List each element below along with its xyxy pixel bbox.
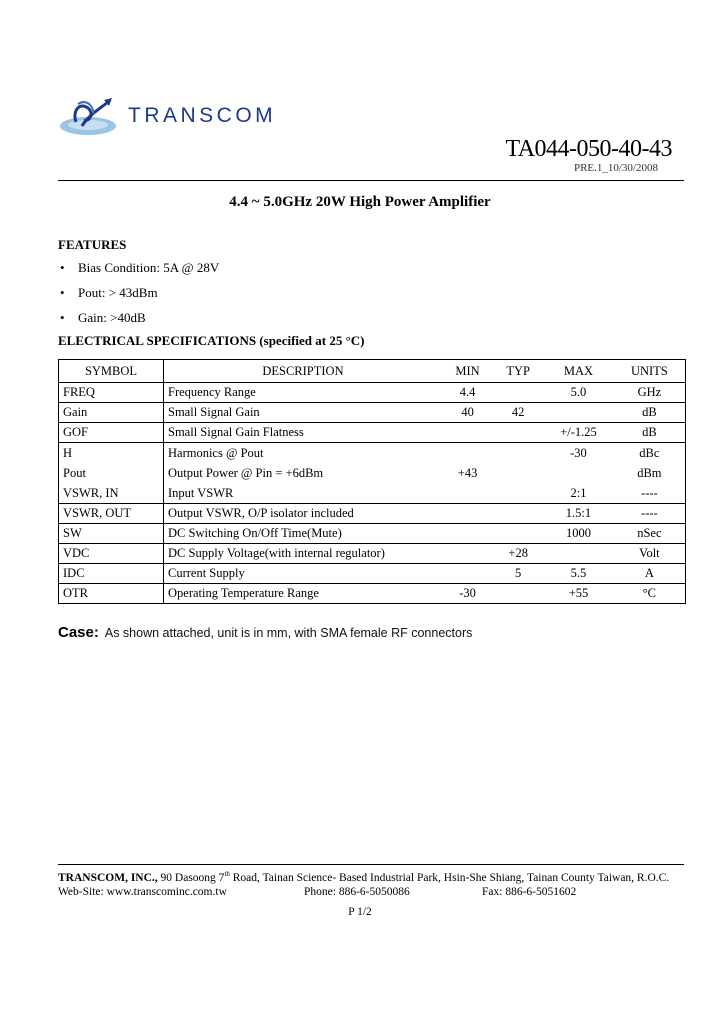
cell-typ [493, 584, 543, 604]
cell-min [442, 504, 493, 524]
table-row [59, 383, 686, 403]
feature-item: Bias Condition: 5A @ 28V [78, 260, 220, 275]
cell-typ: 5 [493, 564, 543, 584]
cell-units-group [614, 443, 686, 504]
table-row [59, 423, 686, 443]
cell-min: 40 [442, 403, 493, 423]
table-row [59, 564, 686, 584]
cell-units: dBm [637, 466, 662, 480]
cell-typ [497, 463, 539, 483]
footer-address-post: Road, Tainan Science- Based Industrial Park, Hsin-She Shiang, Tainan County Taiwan, R.O.C. [229, 871, 670, 884]
footer-address-sup: th [224, 870, 230, 878]
cell-min [446, 443, 489, 463]
cell-units: A [614, 564, 686, 584]
cell-description: DC Switching On/Off Time(Mute) [164, 524, 443, 544]
cell-description: Small Signal Gain Flatness [164, 423, 443, 443]
col-max: MAX [543, 360, 614, 383]
cell-max: 5.5 [543, 564, 614, 584]
cell-description: Frequency Range [164, 383, 443, 403]
cell-symbol: H [63, 446, 73, 460]
cell-min: +43 [457, 466, 478, 480]
cell-symbol: FREQ [59, 383, 164, 403]
cell-typ-group [493, 443, 543, 504]
cell-typ [493, 524, 543, 544]
cell-max: 2:1 [570, 486, 587, 500]
bullet-icon: • [60, 285, 65, 300]
cell-symbol: OTR [59, 584, 164, 604]
cell-min [442, 524, 493, 544]
page-number: P 1/2 [348, 906, 372, 918]
cell-max [543, 403, 614, 423]
cell-max: -30 [570, 446, 587, 460]
table-row [59, 584, 686, 604]
spec-table [58, 359, 686, 604]
case-label: Case: [58, 624, 99, 641]
cell-min: 4.4 [442, 383, 493, 403]
case-text: As shown attached, unit is in mm, with SMA female RF connectors [104, 626, 473, 640]
part-number: TA044-050-40-43 [505, 136, 672, 162]
case-note [58, 624, 472, 641]
cell-description: Current Supply [164, 564, 443, 584]
electrical-spec-heading: ELECTRICAL SPECIFICATIONS (specified at 25 °C) [58, 333, 365, 348]
cell-max [547, 463, 610, 483]
col-units: UNITS [614, 360, 686, 383]
revision-label: PRE.1_10/30/2008 [573, 162, 658, 174]
cell-max: +/-1.25 [543, 423, 614, 443]
cell-description: Operating Temperature Range [164, 584, 443, 604]
cell-units: dB [614, 403, 686, 423]
cell-units: dBc [639, 446, 660, 460]
cell-description: Output Power @ Pin = +6dBm [168, 466, 324, 480]
footer-fax: Fax: 886-6-5051602 [482, 886, 577, 898]
feature-item: Gain: >40dB [78, 310, 146, 325]
document-title: 4.4 ~ 5.0GHz 20W High Power Amplifier [229, 194, 491, 210]
features-heading: FEATURES [58, 237, 127, 252]
cell-description: Input VSWR [168, 486, 234, 500]
cell-units: nSec [614, 524, 686, 544]
table-header-row [59, 360, 686, 383]
cell-typ [497, 483, 539, 503]
cell-max: 5.0 [543, 383, 614, 403]
col-symbol: SYMBOL [59, 360, 164, 383]
cell-typ: 42 [493, 403, 543, 423]
cell-symbol: Gain [59, 403, 164, 423]
footer-address-pre: 90 Dasoong 7 [157, 871, 225, 884]
cell-symbol: VSWR, IN [63, 486, 119, 500]
cell-max: 1.5:1 [543, 504, 614, 524]
logo-text: TRANSCOM [128, 104, 277, 127]
cell-symbol-group [59, 443, 164, 504]
cell-min [442, 423, 493, 443]
cell-units: dB [614, 423, 686, 443]
cell-symbol: GOF [59, 423, 164, 443]
table-row [59, 403, 686, 423]
cell-description: Small Signal Gain [164, 403, 443, 423]
header-divider [58, 180, 684, 181]
footer-divider [58, 864, 684, 865]
cell-description: DC Supply Voltage(with internal regulator) [164, 544, 443, 564]
cell-typ [493, 423, 543, 443]
cell-description-group [164, 443, 443, 504]
cell-max [543, 544, 614, 564]
cell-typ [497, 443, 539, 463]
footer-website[interactable]: Web-Site: www.transcominc.com.tw [58, 886, 227, 898]
table-row [59, 504, 686, 524]
cell-description: Output VSWR, O/P isolator included [164, 504, 443, 524]
cell-units: °C [614, 584, 686, 604]
cell-max: +55 [543, 584, 614, 604]
cell-symbol: VSWR, OUT [59, 504, 164, 524]
col-typ: TYP [493, 360, 543, 383]
feature-item: Pout: > 43dBm [78, 285, 158, 300]
cell-symbol: VDC [59, 544, 164, 564]
bullet-icon: • [60, 260, 65, 275]
cell-units: ---- [641, 486, 658, 500]
cell-typ [493, 504, 543, 524]
cell-units: GHz [614, 383, 686, 403]
footer-company: TRANSCOM, INC., [58, 871, 158, 884]
cell-min [442, 564, 493, 584]
cell-max-group [543, 443, 614, 504]
table-row [59, 524, 686, 544]
bullet-icon: • [60, 310, 65, 325]
cell-symbol: IDC [59, 564, 164, 584]
footer-address [58, 870, 669, 884]
col-min: MIN [442, 360, 493, 383]
cell-units: ---- [614, 504, 686, 524]
cell-typ [493, 383, 543, 403]
table-row [59, 544, 686, 564]
cell-typ: +28 [493, 544, 543, 564]
cell-units: Volt [614, 544, 686, 564]
cell-max: 1000 [543, 524, 614, 544]
transcom-logo-icon [58, 92, 128, 142]
cell-min [446, 483, 489, 503]
cell-symbol: SW [59, 524, 164, 544]
table-row-group [59, 443, 686, 504]
cell-min [442, 544, 493, 564]
cell-description: Harmonics @ Pout [168, 446, 264, 460]
col-description: DESCRIPTION [164, 360, 443, 383]
cell-min: -30 [442, 584, 493, 604]
footer-phone: Phone: 886-6-5050086 [304, 886, 410, 898]
cell-symbol: Pout [63, 466, 86, 480]
cell-min-group [442, 443, 493, 504]
